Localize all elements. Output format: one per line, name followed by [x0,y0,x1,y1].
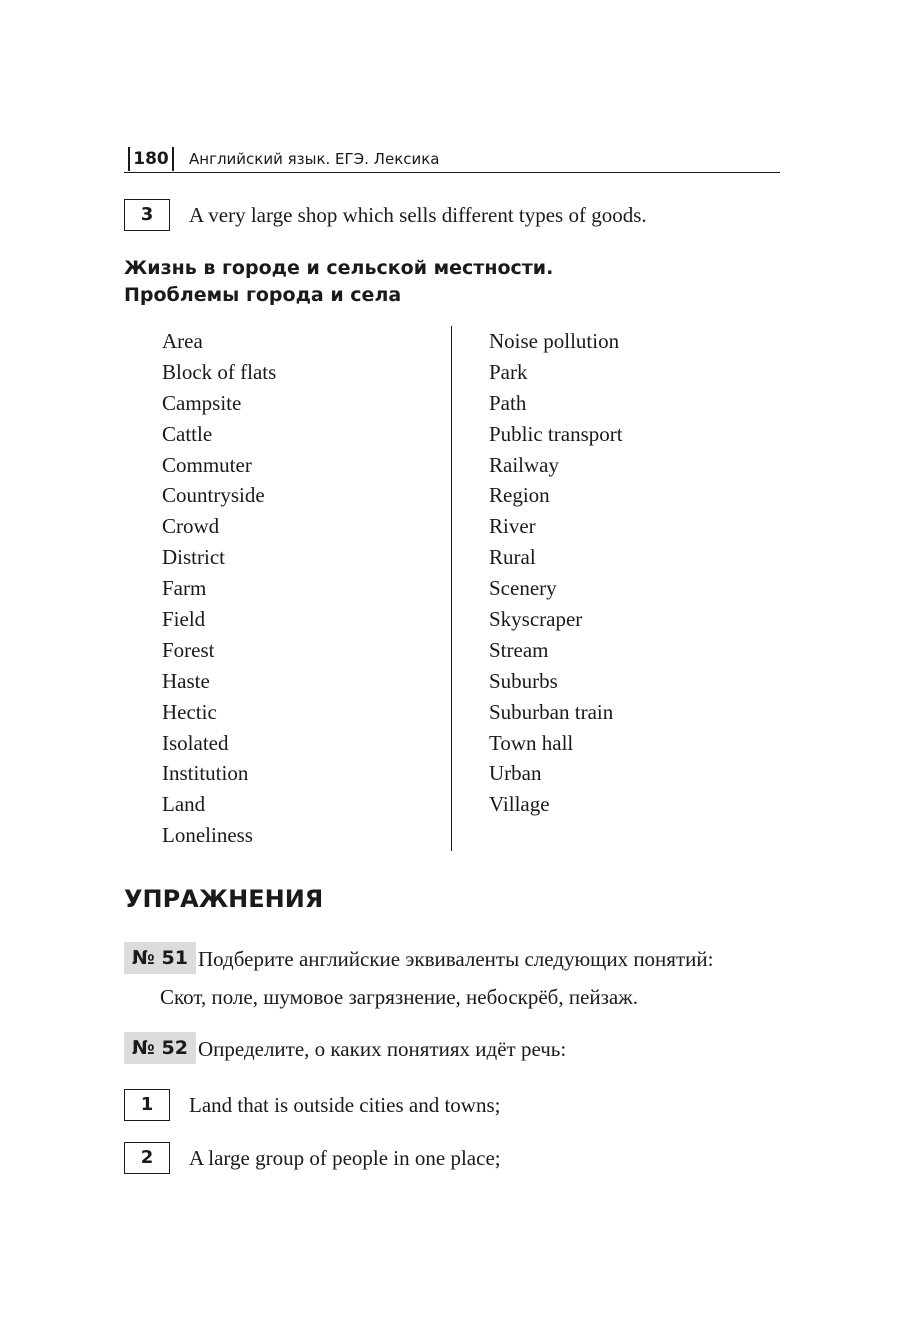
vocab-word: Crowd [162,514,220,539]
vocabulary-right-column [489,326,623,820]
vocab-word: Suburbs [489,668,558,693]
vocab-word: Field [162,607,206,632]
vocab-word: Institution [162,761,249,786]
section-title-line2: Проблемы города и села [124,284,402,306]
vocab-word: Haste [162,668,210,693]
vocab-word: Loneliness [162,823,253,848]
vocab-word: Area [162,329,203,353]
vocab-word: Public transport [489,421,623,446]
item-number-box: 1 [124,1089,170,1121]
vocab-word: Suburban train [489,699,614,724]
vocab-word: Farm [162,576,207,601]
item-number-box: 3 [124,199,170,231]
vocab-word: Isolated [162,730,229,755]
section-title [124,255,553,309]
exercise-51-instruction: Подберите английские эквиваленты следующих понятий: [198,947,714,971]
exercise-52-badge: № 52 [124,1032,196,1064]
page-number: 180 [128,147,174,171]
vocab-word: Region [489,483,550,508]
item-text: Land that is outside cities and towns; [189,1093,501,1117]
header-divider [124,172,780,173]
vocab-word: Countryside [162,483,265,508]
vocab-word: Forest [162,637,215,662]
vocab-word: Cattle [162,421,213,446]
vocab-word: Skyscraper [489,607,583,632]
vocab-word: Path [489,390,527,415]
vocab-word: Hectic [162,699,217,724]
exercise-52-instruction: Определите, о каких понятиях идёт речь: [198,1037,567,1061]
vocab-word: Noise pollution [489,329,620,353]
exercises-heading: УПРАЖНЕНИЯ [124,885,324,913]
vocab-word: Park [489,359,528,384]
item-text: A large group of people in one place; [189,1146,501,1170]
vocab-word: Scenery [489,576,557,601]
vocab-word: District [162,545,225,570]
vocab-word: Railway [489,452,559,477]
exercise-51-badge: № 51 [124,942,196,974]
section-title-line1: Жизнь в городе и сельской местности. [124,257,554,279]
column-divider [451,326,452,851]
vocab-word: Rural [489,545,536,570]
book-title: Английский язык. ЕГЭ. Лексика [189,150,440,168]
item-text: A very large shop which sells different types of goods. [189,203,647,227]
vocab-word: Campsite [162,390,242,415]
vocab-word: Stream [489,637,549,662]
exercise-51-words: Скот, поле, шумовое загрязнение, небоскрёб, пейзаж. [160,985,639,1009]
item-number-box: 2 [124,1142,170,1174]
vocab-word: Land [162,792,206,817]
vocab-word: Commuter [162,452,252,477]
vocabulary-left-column [162,326,276,851]
vocab-word: Village [489,792,550,817]
vocab-word: Town hall [489,730,574,755]
vocab-word: Urban [489,761,542,786]
vocab-word: Block of flats [162,359,277,384]
vocab-word: River [489,514,536,539]
